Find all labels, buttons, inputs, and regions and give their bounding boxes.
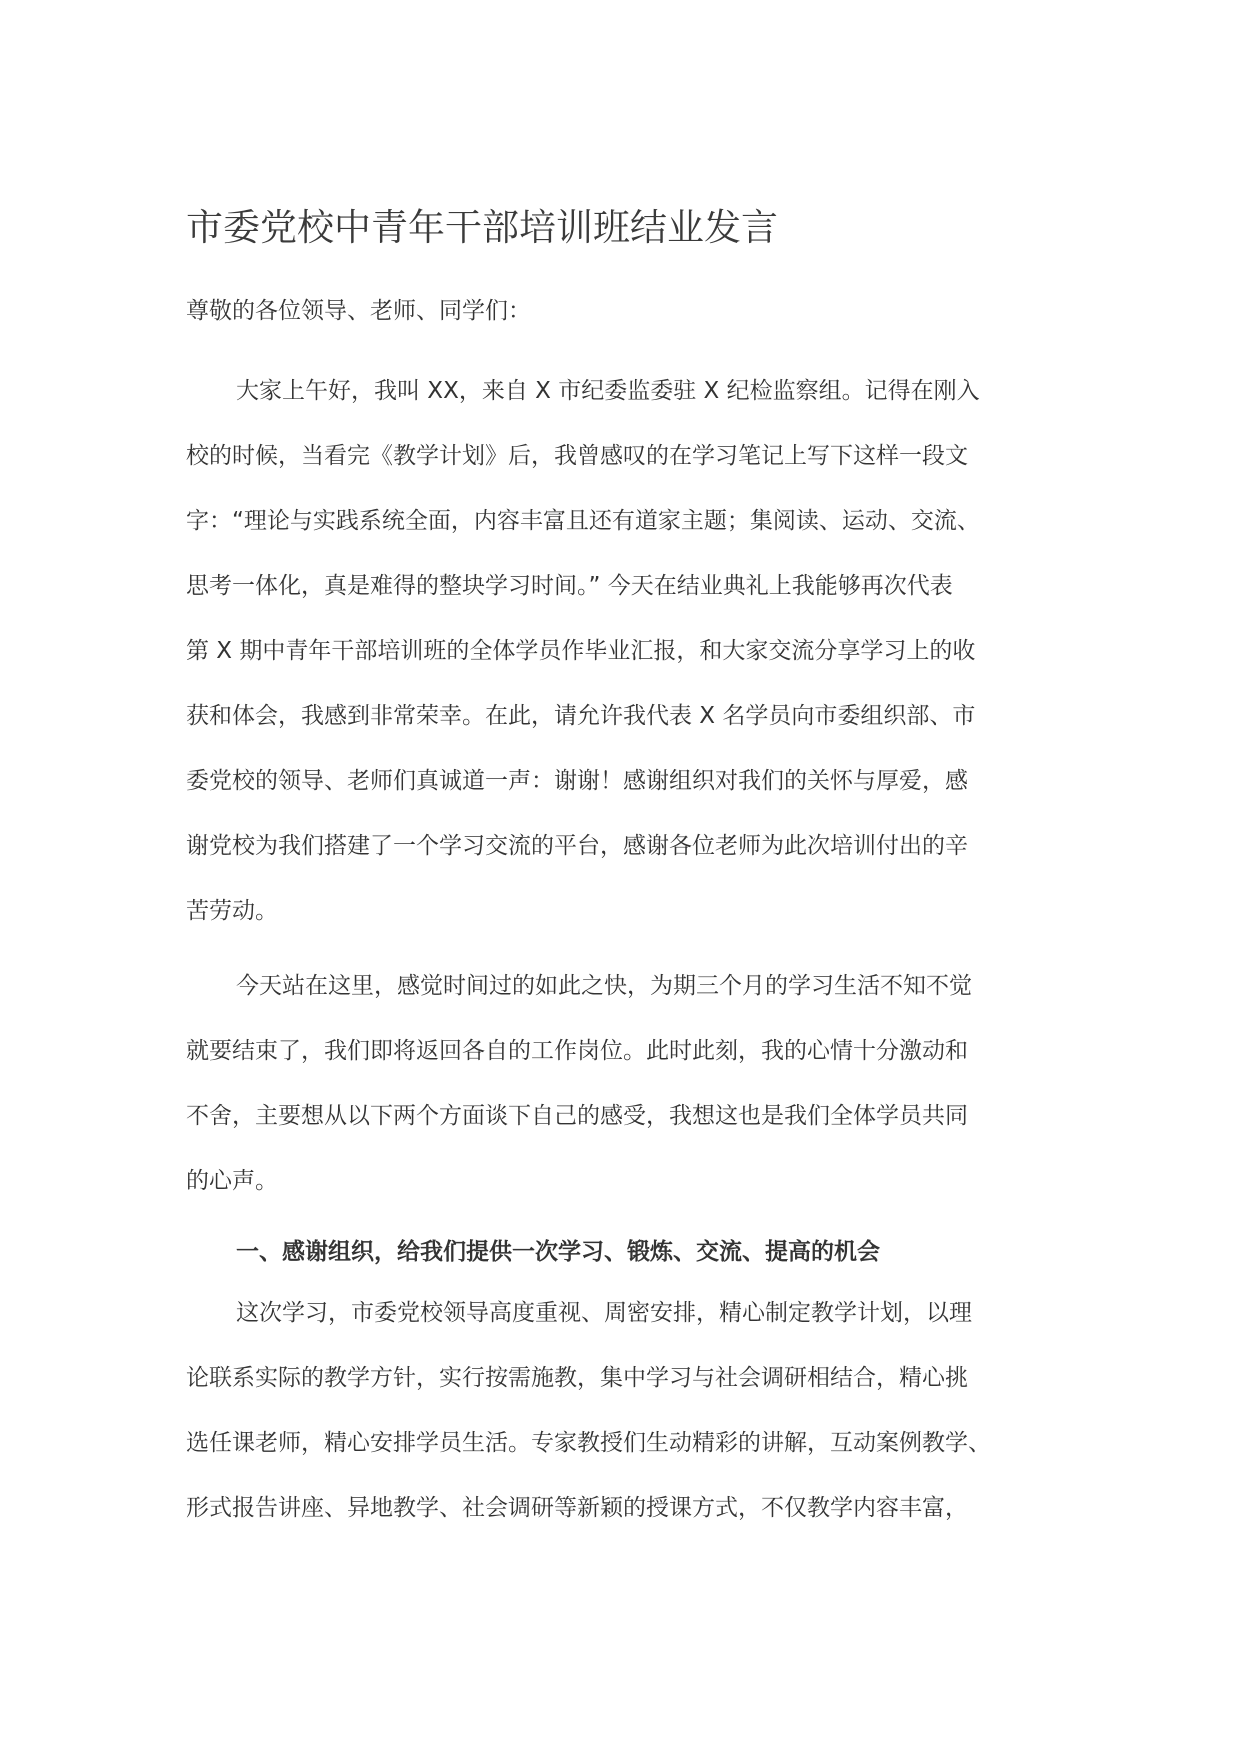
paragraph-line: 不舍，主要想从以下两个方面谈下自己的感受，我想这也是我们全体学员共同 — [186, 1103, 968, 1129]
paragraph-line: 的心声。 — [186, 1168, 278, 1194]
paragraph-line: 获和体会，我感到非常荣幸。在此，请允许我代表 X 名学员向市委组织部、市 — [186, 703, 976, 729]
paragraph-line: 字：“理论与实践系统全面，内容丰富且还有道家主题；集阅读、运动、交流、 — [186, 508, 980, 534]
paragraph-line: 今天站在这里，感觉时间过的如此之快，为期三个月的学习生活不知不觉 — [236, 973, 972, 999]
paragraph-line: 思考一体化，真是难得的整块学习时间。” 今天在结业典礼上我能够再次代表 — [186, 573, 953, 599]
paragraph-feelings — [186, 966, 1086, 1226]
paragraph-study — [186, 1293, 1086, 1553]
paragraph-line: 委党校的领导、老师们真诚道一声：谢谢！感谢组织对我们的关怀与厚爱，感 — [186, 768, 968, 794]
paragraph-intro — [186, 371, 1086, 956]
paragraph-line: 大家上午好，我叫 XX，来自 X 市纪委监委驻 X 纪检监察组。记得在刚入 — [236, 378, 980, 404]
document-title: 市委党校中青年干部培训班结业发言 — [186, 206, 778, 249]
paragraph-line: 第 X 期中青年干部培训班的全体学员作毕业汇报，和大家交流分享学习上的收 — [186, 638, 976, 664]
paragraph-line: 苦劳动。 — [186, 898, 278, 924]
salutation: 尊敬的各位领导、老师、同学们： — [186, 298, 531, 324]
paragraph-line: 形式报告讲座、异地教学、社会调研等新颖的授课方式，不仅教学内容丰富， — [186, 1495, 968, 1521]
paragraph-line: 就要结束了，我们即将返回各自的工作岗位。此时此刻，我的心情十分激动和 — [186, 1038, 968, 1064]
paragraph-line: 论联系实际的教学方针，实行按需施教，集中学习与社会调研相结合，精心挑 — [186, 1365, 968, 1391]
paragraph-line: 选任课老师，精心安排学员生活。专家教授们生动精彩的讲解，互动案例教学、 — [186, 1430, 991, 1456]
paragraph-line: 这次学习，市委党校领导高度重视、周密安排，精心制定教学计划，以理 — [236, 1300, 972, 1326]
section-heading: 一、感谢组织，给我们提供一次学习、锻炼、交流、提高的机会 — [236, 1239, 880, 1265]
paragraph-line: 校的时候，当看完《教学计划》后，我曾感叹的在学习笔记上写下这样一段文 — [186, 443, 968, 469]
paragraph-line: 谢党校为我们搭建了一个学习交流的平台，感谢各位老师为此次培训付出的辛 — [186, 833, 968, 859]
